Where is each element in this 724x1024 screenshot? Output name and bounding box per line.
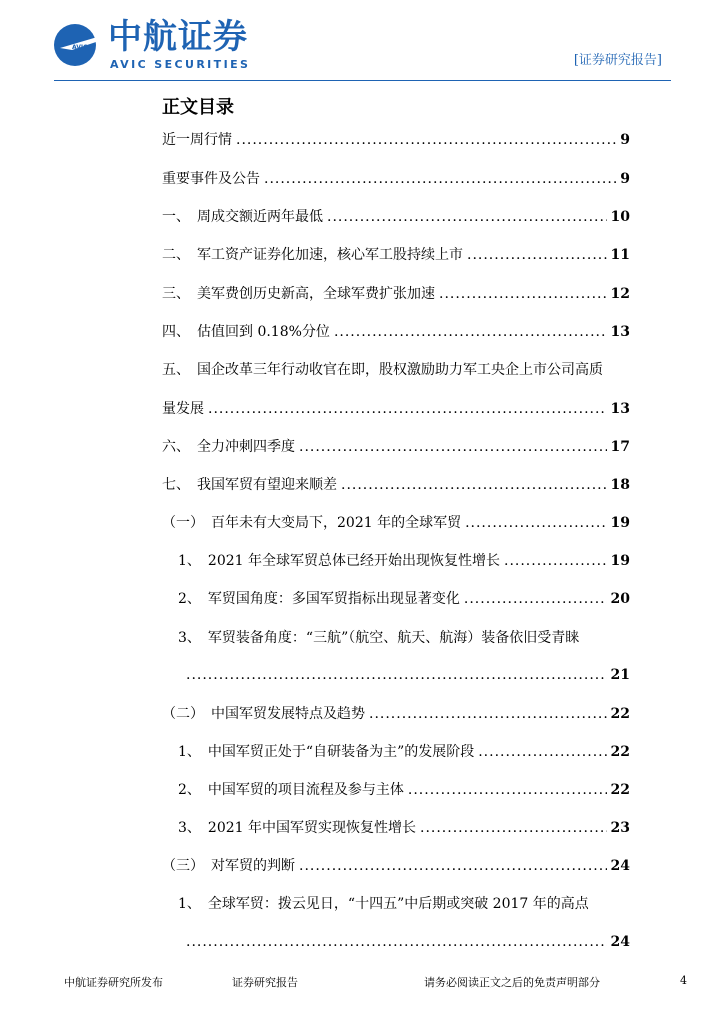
toc-leader-dots: [439, 283, 607, 305]
toc-title: 正文目录: [162, 97, 234, 118]
toc-entry-page: 21: [610, 667, 630, 683]
toc-entry[interactable]: [162, 512, 630, 534]
toc-entry-label: （三） 对军贸的判断: [162, 858, 295, 874]
toc-entry-label: 1、 全球军贸：拨云见日，“十四五”中后期或突破 2017 年的高点: [178, 896, 589, 912]
toc-entry-page: 22: [610, 744, 630, 760]
toc-entry-page: 24: [610, 934, 630, 950]
toc-entry-page: 22: [610, 782, 630, 798]
toc-entry[interactable]: [178, 741, 630, 763]
toc-leader-dots: [186, 664, 607, 686]
toc-entry-label: （二） 中国军贸发展特点及趋势: [162, 706, 365, 722]
toc-entry-label: 近一周行情: [162, 132, 232, 148]
toc-entry-label: 三、 美军费创历史新高，全球军费扩张加速: [162, 286, 435, 302]
toc-entry[interactable]: [178, 588, 630, 610]
toc-leader-dots: [467, 244, 607, 266]
toc-leader-dots: [420, 817, 607, 839]
toc-entry-label: 1、 中国军贸正处于“自研装备为主”的发展阶段: [178, 744, 475, 760]
toc-entry-page: 22: [610, 706, 630, 722]
toc-entry-page: 10: [610, 209, 630, 225]
toc-leader-dots: [264, 168, 616, 190]
toc-leader-dots: [299, 855, 607, 877]
toc-leader-dots: [408, 779, 607, 801]
toc-entry[interactable]: [162, 703, 630, 725]
toc-entry-label: 六、 全力冲刺四季度: [162, 439, 295, 455]
toc-entry-label: 二、 军工资产证券化加速，核心军工股持续上市: [162, 247, 463, 263]
toc-entry[interactable]: [162, 398, 630, 420]
toc-entry[interactable]: [162, 474, 630, 496]
footer-page-number: 4: [680, 974, 687, 987]
toc-entry-label: 五、 国企改革三年行动收官在即，股权激励助力军工央企上市公司高质: [162, 362, 603, 378]
brand-name: 中航证券: [108, 17, 248, 57]
toc-entry[interactable]: [178, 779, 630, 801]
toc-entry[interactable]: [162, 244, 630, 266]
toc-entry-page: 18: [610, 477, 630, 493]
toc-leader-dots: [334, 321, 607, 343]
footer-publisher: 中航证券研究所发布: [64, 976, 163, 989]
toc-entry-page: 11: [610, 247, 630, 263]
toc-entry-label: 重要事件及公告: [162, 171, 260, 187]
toc-leader-dots: [208, 398, 607, 420]
toc-leader-dots: [341, 474, 607, 496]
toc-entry-label: 一、 周成交额近两年最低: [162, 209, 323, 225]
svg-text:AVIC: AVIC: [72, 44, 88, 51]
page-footer: [0, 968, 724, 998]
plane-icon: [58, 34, 102, 56]
toc-entry[interactable]: [162, 168, 630, 190]
toc-entry-label: 1、 2021 年全球军贸总体已经开始出现恢复性增长: [178, 553, 500, 569]
toc-entry-page: 13: [610, 324, 630, 340]
toc-entry-label: 七、 我国军贸有望迎来顺差: [162, 477, 337, 493]
toc-leader-dots: [186, 931, 607, 953]
toc-entry-label: 2、 军贸国角度：多国军贸指标出现显著变化: [178, 591, 460, 607]
toc-entry-page: 24: [610, 858, 630, 874]
toc-entry-page: 13: [610, 401, 630, 417]
toc-entry[interactable]: [178, 817, 630, 839]
toc-entry[interactable]: [162, 855, 630, 877]
toc-entry-page: 17: [610, 439, 630, 455]
toc-entry[interactable]: [162, 206, 630, 228]
toc-entry[interactable]: [162, 436, 630, 458]
toc-entry[interactable]: [178, 893, 630, 915]
toc-entry-label: 四、 估值回到 0.18%分位: [162, 324, 330, 340]
toc-leader-dots: [464, 588, 607, 610]
page-header: [0, 0, 724, 90]
toc-leader-dots: [369, 703, 607, 725]
toc-entry-page: 9: [620, 132, 630, 148]
toc-entry-label: 2、 中国军贸的项目流程及参与主体: [178, 782, 404, 798]
toc-entry[interactable]: [162, 129, 630, 151]
header-divider: [54, 80, 671, 81]
toc-entry-label: 3、 军贸装备角度：“三航”（航空、航天、航海）装备依旧受青睐: [178, 630, 580, 646]
toc-entry[interactable]: [162, 321, 630, 343]
toc-entry-page: 20: [610, 591, 630, 607]
footer-disclaimer: 请务必阅读正文之后的免责声明部分: [424, 976, 600, 989]
toc-entry-page: 19: [610, 553, 630, 569]
toc-entry-page: 19: [610, 515, 630, 531]
toc-entry[interactable]: [186, 664, 630, 686]
toc-leader-dots: [504, 550, 607, 572]
toc-entry-label: （一） 百年未有大变局下，2021 年的全球军贸: [162, 515, 462, 531]
toc-entry-page: 23: [610, 820, 630, 836]
toc-entry[interactable]: [186, 931, 630, 953]
toc-entry[interactable]: [162, 359, 630, 381]
toc-entry-label: 量发展: [162, 401, 204, 417]
toc-leader-dots: [327, 206, 607, 228]
toc-entry-page: 12: [610, 286, 630, 302]
toc-entry-label: 3、 2021 年中国军贸实现恢复性增长: [178, 820, 416, 836]
toc-leader-dots: [465, 512, 606, 534]
brand-subtitle: AVIC SECURITIES: [110, 58, 251, 71]
toc-leader-dots: [478, 741, 606, 763]
toc-entry[interactable]: [178, 627, 630, 649]
toc-leader-dots: [299, 436, 607, 458]
toc-entry[interactable]: [162, 283, 630, 305]
footer-doc-type: 证券研究报告: [232, 976, 298, 989]
toc-entry-page: 9: [620, 171, 630, 187]
toc-entry[interactable]: [178, 550, 630, 572]
report-type-label: [证券研究报告]: [573, 53, 662, 68]
toc-leader-dots: [236, 129, 616, 151]
